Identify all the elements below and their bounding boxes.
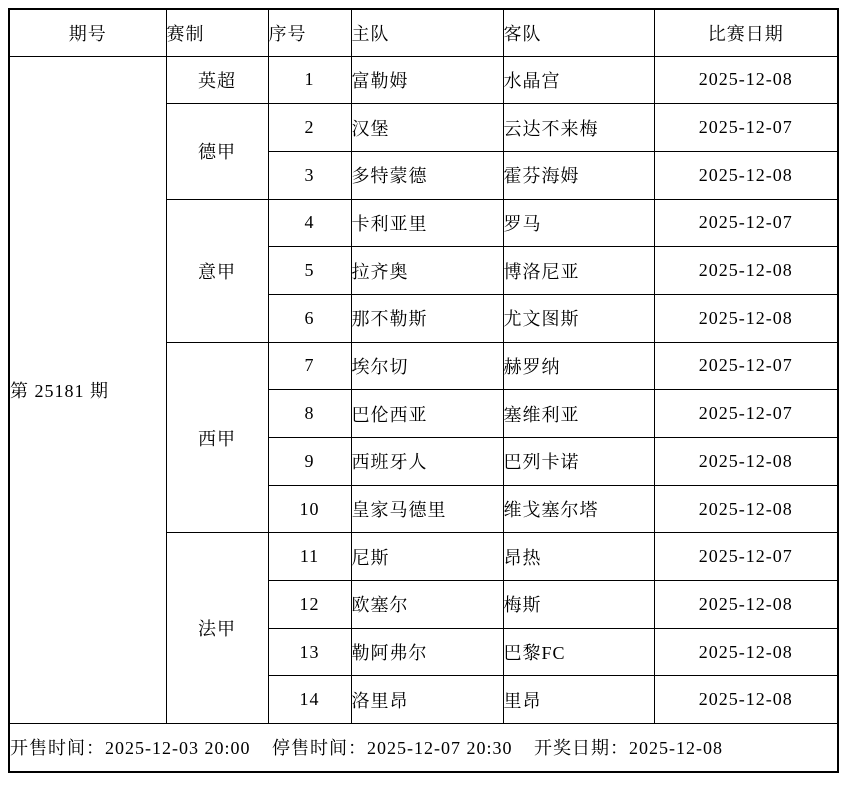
match-date-cell: 2025-12-08	[654, 628, 838, 676]
home-team-cell: 卡利亚里	[351, 199, 503, 247]
match-schedule-table	[8, 8, 839, 773]
match-date-cell: 2025-12-08	[654, 581, 838, 629]
match-date-cell: 2025-12-08	[654, 247, 838, 295]
league-cell: 德甲	[166, 104, 268, 199]
home-team-cell: 巴伦西亚	[351, 390, 503, 438]
away-team-cell: 昂热	[503, 533, 654, 581]
period-cell: 第 25181 期	[9, 56, 166, 724]
match-date-cell: 2025-12-07	[654, 533, 838, 581]
seq-cell: 9	[268, 438, 351, 486]
table-header	[9, 9, 838, 56]
home-team-cell: 勒阿弗尔	[351, 628, 503, 676]
match-date-cell: 2025-12-07	[654, 342, 838, 390]
seq-cell: 4	[268, 199, 351, 247]
league-cell: 意甲	[166, 199, 268, 342]
seq-cell: 5	[268, 247, 351, 295]
home-team-cell: 皇家马德里	[351, 485, 503, 533]
draw-date-value: 2025-12-08	[629, 738, 723, 759]
draw-date-label: 开奖日期：	[534, 738, 629, 759]
seq-cell: 8	[268, 390, 351, 438]
header-home-team: 主队	[351, 9, 503, 56]
league-cell: 英超	[166, 56, 268, 104]
away-team-cell: 霍芬海姆	[503, 151, 654, 199]
sale-start-info	[10, 738, 251, 758]
league-cell: 法甲	[166, 533, 268, 724]
seq-cell: 14	[268, 676, 351, 724]
home-team-cell: 拉齐奥	[351, 247, 503, 295]
table-footer	[9, 724, 838, 772]
away-team-cell: 巴黎FC	[503, 628, 654, 676]
home-team-cell: 那不勒斯	[351, 294, 503, 342]
home-team-cell: 埃尔切	[351, 342, 503, 390]
sale-stop-info	[272, 738, 513, 758]
home-team-cell: 富勒姆	[351, 56, 503, 104]
away-team-cell: 巴列卡诺	[503, 438, 654, 486]
match-date-cell: 2025-12-08	[654, 56, 838, 104]
match-date-cell: 2025-12-07	[654, 104, 838, 152]
seq-cell: 12	[268, 581, 351, 629]
home-team-cell: 洛里昂	[351, 676, 503, 724]
draw-date-info	[534, 738, 723, 758]
seq-cell: 10	[268, 485, 351, 533]
match-date-cell: 2025-12-08	[654, 676, 838, 724]
away-team-cell: 罗马	[503, 199, 654, 247]
header-away-team: 客队	[503, 9, 654, 56]
header-seq: 序号	[268, 9, 351, 56]
header-league: 赛制	[166, 9, 268, 56]
header-row	[9, 9, 838, 56]
seq-cell: 3	[268, 151, 351, 199]
away-team-cell: 博洛尼亚	[503, 247, 654, 295]
sale-start-label: 开售时间：	[10, 738, 105, 759]
sale-stop-label: 停售时间：	[272, 738, 367, 759]
away-team-cell: 维戈塞尔塔	[503, 485, 654, 533]
seq-cell: 13	[268, 628, 351, 676]
seq-cell: 2	[268, 104, 351, 152]
footer-row	[9, 724, 838, 772]
seq-cell: 11	[268, 533, 351, 581]
league-cell: 西甲	[166, 342, 268, 533]
home-team-cell: 尼斯	[351, 533, 503, 581]
sale-stop-value: 2025-12-07 20:30	[367, 738, 513, 759]
match-date-cell: 2025-12-08	[654, 294, 838, 342]
match-date-cell: 2025-12-08	[654, 151, 838, 199]
match-row	[9, 56, 838, 104]
header-match-date: 比赛日期	[654, 9, 838, 56]
match-date-cell: 2025-12-08	[654, 438, 838, 486]
home-team-cell: 西班牙人	[351, 438, 503, 486]
home-team-cell: 汉堡	[351, 104, 503, 152]
footer-info	[9, 724, 838, 772]
match-date-cell: 2025-12-08	[654, 485, 838, 533]
away-team-cell: 云达不来梅	[503, 104, 654, 152]
seq-cell: 7	[268, 342, 351, 390]
away-team-cell: 塞维利亚	[503, 390, 654, 438]
header-period: 期号	[9, 9, 166, 56]
away-team-cell: 尤文图斯	[503, 294, 654, 342]
match-table-body	[9, 56, 838, 724]
home-team-cell: 欧塞尔	[351, 581, 503, 629]
match-date-cell: 2025-12-07	[654, 390, 838, 438]
seq-cell: 6	[268, 294, 351, 342]
seq-cell: 1	[268, 56, 351, 104]
home-team-cell: 多特蒙德	[351, 151, 503, 199]
away-team-cell: 赫罗纳	[503, 342, 654, 390]
match-date-cell: 2025-12-07	[654, 199, 838, 247]
away-team-cell: 里昂	[503, 676, 654, 724]
sale-start-value: 2025-12-03 20:00	[105, 738, 251, 759]
away-team-cell: 梅斯	[503, 581, 654, 629]
away-team-cell: 水晶宫	[503, 56, 654, 104]
